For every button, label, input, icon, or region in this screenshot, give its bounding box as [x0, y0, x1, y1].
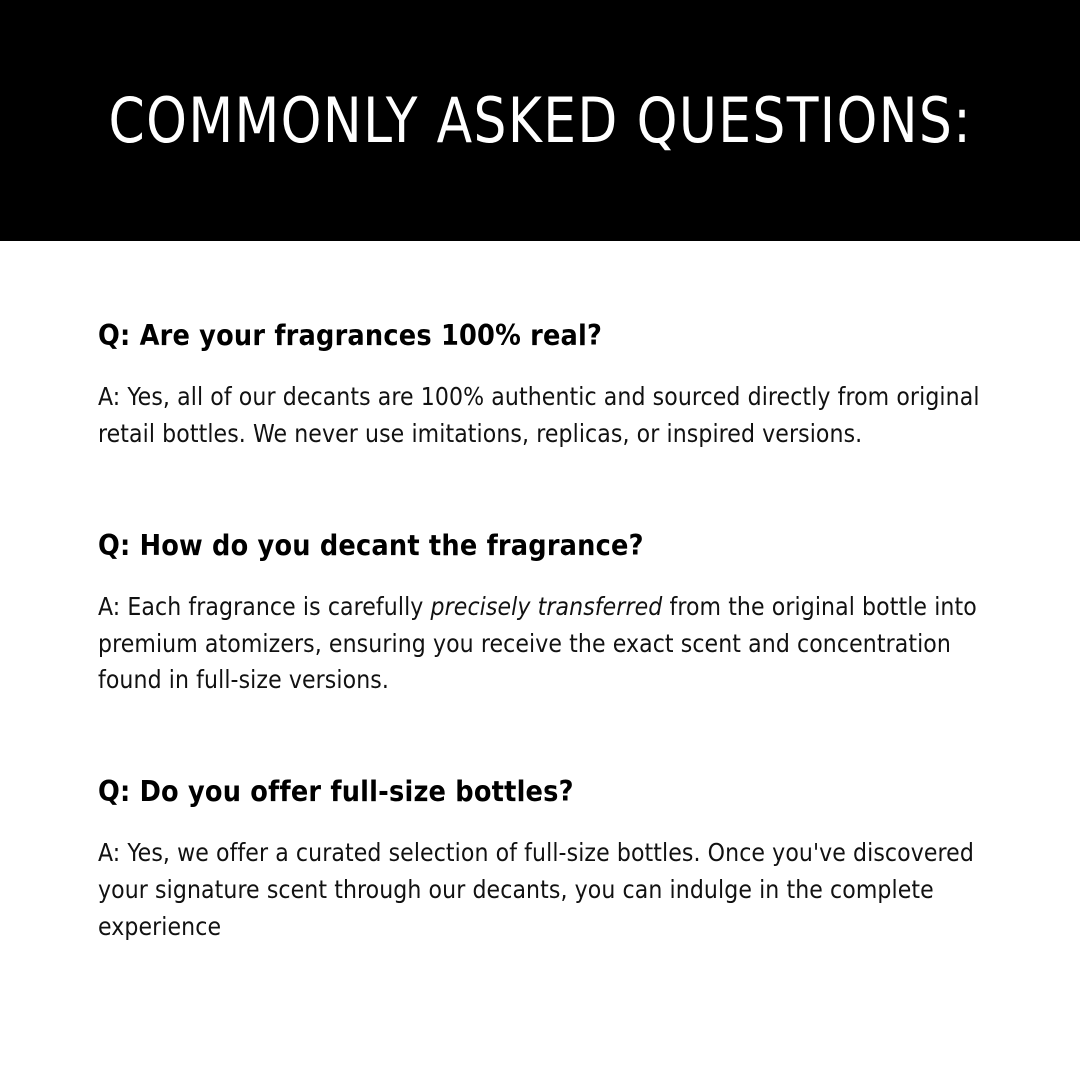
faq-item — [98, 453, 982, 699]
faq-answer — [98, 835, 982, 945]
faq-answer-text: A: Each fragrance is carefully — [98, 591, 431, 621]
faq-answer-emphasis: precisely transferred — [430, 591, 663, 621]
faq-answer-text: A: Yes, we offer a curated selection of full-size bottles. Once you've discovered your signature scent through our decants, you can indulge in the complete experience — [98, 838, 974, 941]
header-banner — [0, 0, 1080, 241]
faq-answer-text-cont: from the original bottle into premium atomizers, ensuring you receive the exact scent and concentration found in full-size versions. — [98, 591, 977, 695]
faq-answer-text: A: Yes, all of our decants are 100% authentic and sourced directly from original retail bottles. We never use imitations, replicas, or inspired versions. — [98, 382, 980, 448]
faq-answer — [98, 589, 982, 699]
faq-item — [98, 241, 982, 453]
faq-list — [0, 241, 1080, 946]
page-title: COMMONLY ASKED QUESTIONS: — [108, 83, 972, 157]
faq-answer — [98, 379, 982, 453]
faq-question: Q: Do you offer full-size bottles? — [98, 775, 574, 809]
faq-question: Q: Are your fragrances 100% real? — [98, 319, 603, 352]
faq-question: Q: How do you decant the fragrance? — [98, 528, 644, 562]
faq-item — [98, 699, 982, 945]
